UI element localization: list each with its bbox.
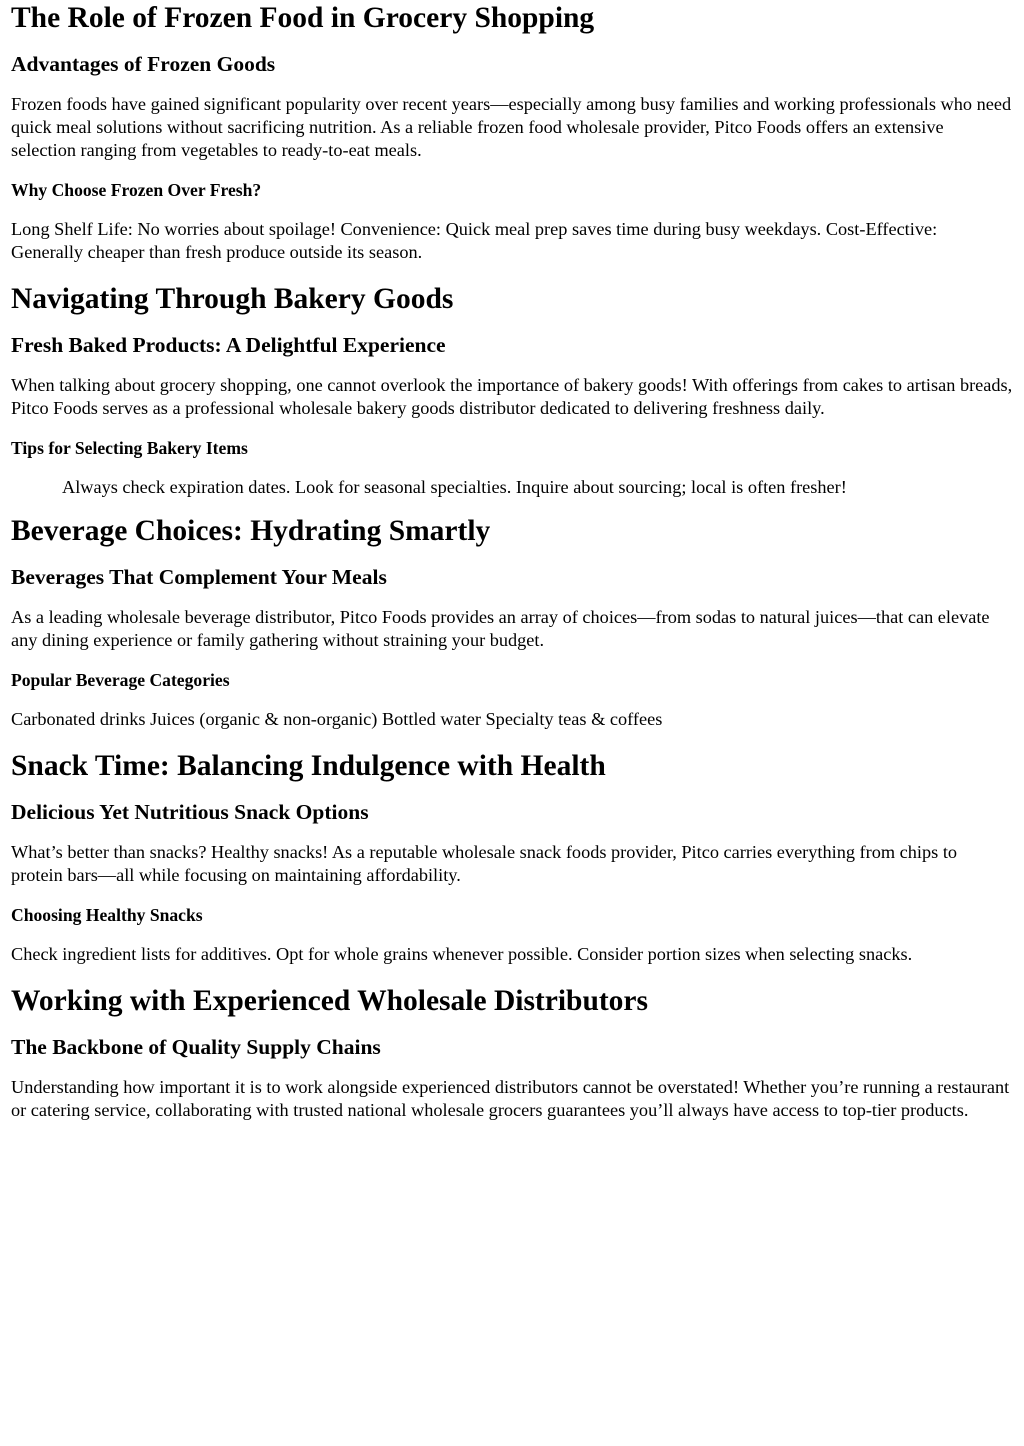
- section-heading: Snack Time: Balancing Indulgence with Health: [11, 750, 606, 782]
- section-heading: Beverage Choices: Hydrating Smartly: [11, 515, 491, 547]
- paragraph: Long Shelf Life: No worries about spoilage! Convenience: Quick meal prep saves time during busy weekdays. Cost-Effective: Generally cheaper than fresh produce outside its season.: [11, 219, 938, 262]
- minor-heading: Why Choose Frozen Over Fresh?: [11, 180, 262, 200]
- section-heading: Working with Experienced Wholesale Distributors: [11, 985, 649, 1017]
- section-beverages: [11, 513, 1013, 731]
- paragraph: Check ingredient lists for additives. Opt for whole grains whenever possible. Consider portion sizes when selecting snacks.: [11, 944, 913, 964]
- minor-heading: Tips for Selecting Bakery Items: [11, 438, 248, 458]
- section-wholesale-distributors: [11, 983, 1013, 1122]
- section-heading: Navigating Through Bakery Goods: [11, 283, 454, 315]
- minor-heading: Popular Beverage Categories: [11, 670, 230, 690]
- subsection-heading: Advantages of Frozen Goods: [11, 52, 276, 76]
- section-snacks: [11, 748, 1013, 966]
- paragraph: Carbonated drinks Juices (organic & non-organic) Bottled water Specialty teas & coffees: [11, 709, 663, 729]
- paragraph: Understanding how important it is to work alongside experienced distributors cannot be overstated! Whether you’re running a restaurant or catering service, collaborating with trusted national wholesale grocers guarantees you’ll always have access to top-tier products.: [11, 1077, 1010, 1120]
- section-frozen-food: [11, 0, 1013, 264]
- minor-heading: Choosing Healthy Snacks: [11, 905, 203, 925]
- paragraph: What’s better than snacks? Healthy snacks! As a reputable wholesale snack foods provider, Pitco carries everything from chips to protein bars—all while focusing on maintaining affordability.: [11, 842, 958, 885]
- paragraph: When talking about grocery shopping, one cannot overlook the importance of bakery goods! With offerings from cakes to artisan breads, Pitco Foods serves as a professional wholesale bakery goods distributor dedicated to delivering freshness daily.: [11, 375, 1013, 418]
- subsection-heading: Delicious Yet Nutritious Snack Options: [11, 800, 369, 824]
- tips-blockquote: Always check expiration dates. Look for seasonal specialties. Inquire about sourcing; local is often fresher!: [62, 477, 847, 497]
- subsection-heading: Fresh Baked Products: A Delightful Experience: [11, 333, 446, 357]
- paragraph: Frozen foods have gained significant popularity over recent years—especially among busy families and working professionals who need quick meal solutions without sacrificing nutrition. As a reliable frozen food wholesale provider, Pitco Foods offers an extensive selection ranging from vegetables to ready-to-eat meals.: [11, 94, 1012, 160]
- section-bakery-goods: [11, 281, 1013, 499]
- section-heading: The Role of Frozen Food in Grocery Shopping: [11, 2, 595, 34]
- subsection-heading: Beverages That Complement Your Meals: [11, 565, 387, 589]
- subsection-heading: The Backbone of Quality Supply Chains: [11, 1035, 381, 1059]
- paragraph: As a leading wholesale beverage distributor, Pitco Foods provides an array of choices—from sodas to natural juices—that can elevate any dining experience or family gathering without straining your budget.: [11, 607, 990, 650]
